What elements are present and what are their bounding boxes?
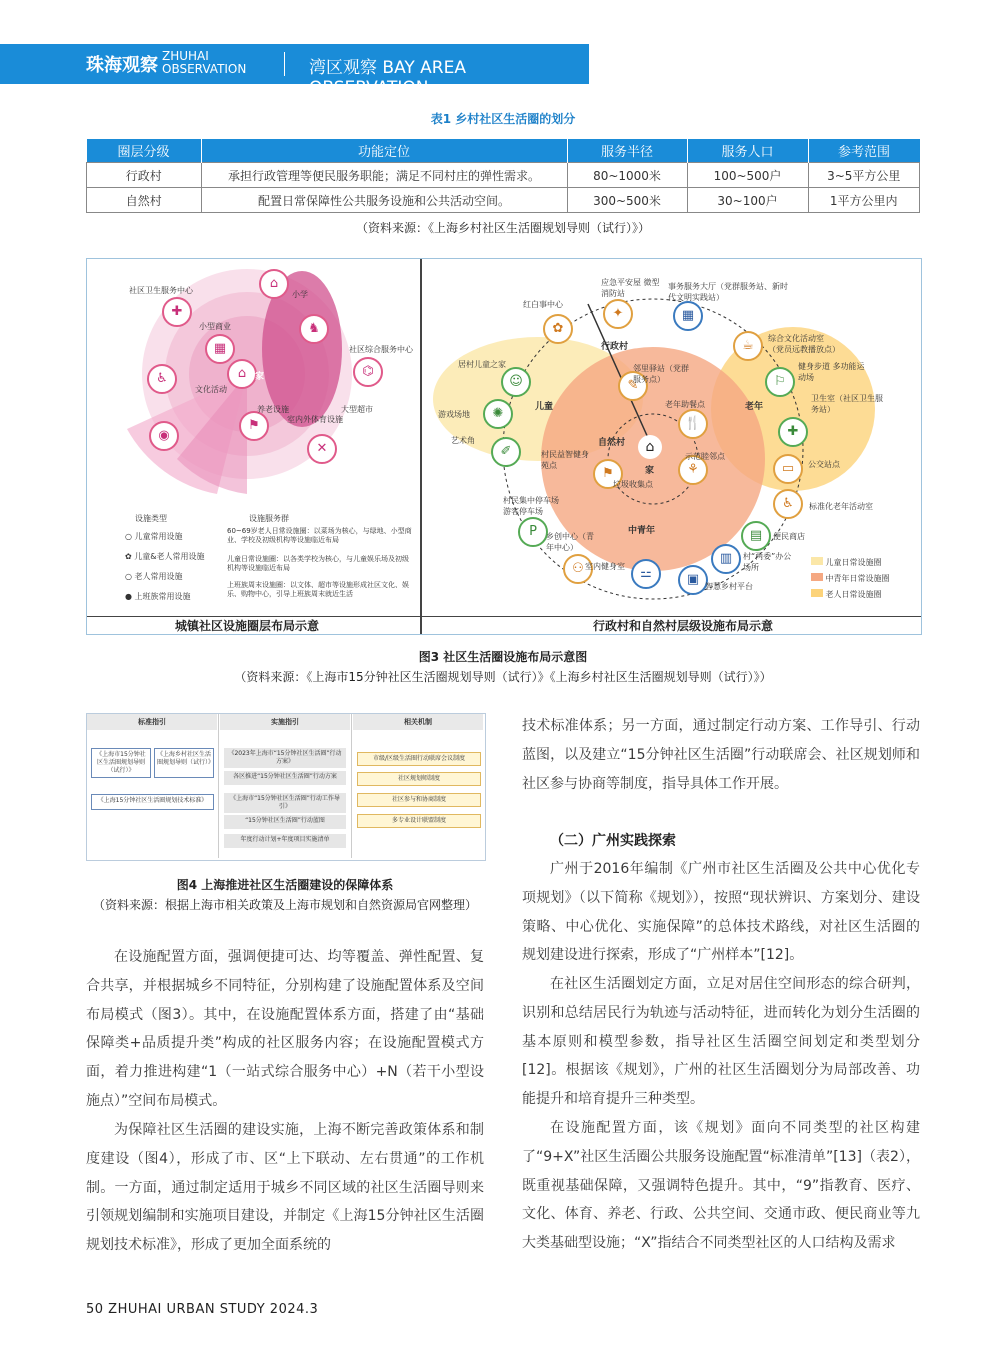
body-paragraph: 在社区生活圈划定方面，立足对居住空间形态的综合研判，识别和总结居民行为轨迹与活动特征，进而转化为划分生活圈的基本原则和模型参数，指导社区生活圈空间划定和类型划分[12]。根据该《规划》，广州的社区生活圈划分为局部改善、功能提升和培育提升三种类型。	[522, 976, 920, 1108]
table1-source: （资料来源：《上海乡村社区生活圈规划导则（试行）》）	[355, 221, 650, 235]
fitness-trail-icon: ⚐	[765, 367, 795, 397]
tennis-icon: ✕	[307, 434, 337, 464]
facility-label: 事务服务大厅（党群服务站、新时代文明实践站）	[668, 282, 788, 302]
fig4-box: “15分钟社区生活圈”行动蓝图	[224, 815, 346, 829]
village-office-icon: ▥	[711, 544, 741, 574]
facility-label: 垃圾收集点	[613, 480, 653, 489]
bus-stop-icon: ▭	[773, 454, 803, 484]
convenience-store-icon: ▤	[741, 521, 771, 551]
table-header: 圈层分级	[87, 139, 202, 163]
neighborhood-station-icon: ✎	[618, 371, 648, 401]
facility-label: 红白事中心	[523, 300, 563, 309]
culture-icon: ♞	[299, 314, 329, 344]
table-cell: 1平方公里内	[808, 188, 920, 213]
ring-label: 小学	[292, 290, 308, 299]
facility-label: 村民益智健身苑点	[541, 450, 589, 470]
fig4-box: 《上海市“15分钟社区生活圈”行动工作导引》	[224, 793, 346, 813]
fig4-box: 年度行动计划+年度项目实施清单	[224, 834, 346, 848]
table-cell: 承担行政管理等便民服务职能；满足不同村庄的弹性需求。	[201, 163, 567, 188]
fire-station-icon: ✦	[603, 299, 633, 329]
legend-item: 老人日常设施圈	[811, 589, 882, 600]
body-paragraph: 技术标准体系；另一方面，通过制定行动方案、工作导引、行动蓝图，以及建立“15分钟社区生活圈”行动联席会、社区规划师和社区参与协商等制度，指导具体工作开展。	[522, 718, 920, 792]
fig4-box: 《2023年上海市“15分钟社区生活圈”行动方案》	[224, 748, 346, 768]
art-corner-icon: ✐	[491, 437, 521, 467]
fig4-box: 《上海市15分钟社区生活圈规划导则（试行）》	[91, 748, 151, 778]
ring-label: 养老设施	[257, 405, 289, 414]
community-center-icon: ⌬	[353, 357, 383, 387]
figure-divider	[420, 259, 422, 634]
ring-label: 文化活动	[195, 385, 227, 394]
shop-icon: ▦	[205, 334, 235, 364]
table-cell: 行政村	[87, 163, 202, 188]
facility-label: 便民商店	[773, 532, 805, 541]
facility-label: 示范睦邻点	[685, 452, 725, 461]
facility-label: 艺术角	[451, 436, 475, 445]
table1	[86, 139, 920, 213]
elderly-meal-icon: 🍴	[678, 409, 708, 439]
magazine-name: 珠海观察	[86, 55, 158, 76]
section-title: 湾区观察 BAY AREA OBSERVATION	[309, 58, 466, 98]
table-header: 服务半径	[567, 139, 687, 163]
legend-item: ● 上班族常用设施	[125, 592, 191, 601]
table-cell: 80~1000米	[567, 163, 687, 188]
magazine-name-en: ZHUHAI OBSERVATION	[162, 49, 247, 76]
table-header-row	[87, 139, 920, 163]
clinic-icon: ✚	[778, 417, 808, 447]
elderly-icon: ♿	[147, 364, 177, 394]
facility-label: 室内健身室	[585, 562, 625, 571]
fig4-box: 社区规划师制度	[357, 772, 481, 786]
table-cell: 配置日常保障性公共服务设施和公共活动空间。	[201, 188, 567, 213]
figure4-title: 图4 上海推进社区生活圈建设的保障体系	[176, 878, 394, 892]
fig4-box: 各区推进“15分钟社区生活圈”行动方案	[224, 771, 346, 785]
home-label: 家	[645, 466, 655, 476]
indoor-gym-icon: ⚍	[631, 559, 661, 589]
facility-label: 邻里驿站（党群服务点）	[633, 364, 689, 384]
legend-item: ○ 儿童常用设施	[125, 532, 183, 541]
fig4-box: 多专业设计联盟制度	[357, 814, 481, 828]
culture-room-icon: ☕	[733, 331, 763, 361]
facility-label: 村民集中停车场 游客停车场	[503, 496, 559, 516]
table-cell: 100~500户	[687, 163, 808, 188]
facility-label: 综合文化活动室（党员远教播放点）	[768, 334, 840, 354]
table-header: 服务人口	[687, 139, 808, 163]
fig4-box: 市级/区级生活圈行动联席会议制度	[357, 752, 481, 766]
figure4-source: （资料来源：根据上海市相关政策及上海市规划和自然资源局官网整理）	[92, 898, 477, 912]
fig4-box: 《上海15分钟社区生活圈规划技术标准》	[91, 794, 214, 810]
sports-ball-icon: ◉	[149, 421, 179, 451]
table-header: 功能定位	[201, 139, 567, 163]
body-paragraph: 为保障社区生活圈的建设实施，上海不断完善政策体系和制度建设（图4），形成了市、区“上下联动、左右贯通”的工作机制。一方面，通过制定适用于城乡不同区域的社区生活圈导则来引领规划编制和实施项目建设，并制定《上海15分钟社区生活圈规划技术标准》，形成了更加全面系统的	[86, 1122, 484, 1254]
left-diagram-caption: 城镇社区设施圈层布局示意	[175, 619, 320, 633]
children-home-icon: ☺	[501, 367, 531, 397]
body-paragraph: 在设施配置方面，强调便捷可达、均等覆盖、弹性配置、复合共享，并根据城乡不同特征，分别构建了设施配置体系及空间布局模式（图3）。其中，在设施配置体系方面，搭建了由“基础保障类+品质提升类”构成的社区服务内容；在设施配置模式方面，着力推进构建“1（一站式综合服务中心）+N（若干小型设施点）”空间布局模式。	[86, 949, 484, 1109]
figure4	[86, 713, 486, 861]
legend-item: 中青年日常设施圈	[811, 573, 890, 584]
parking-icon: P	[518, 517, 548, 547]
facility-label: 老年助餐点	[665, 400, 705, 409]
facility-label: 智慧乡村平台	[705, 582, 753, 591]
ring-label: 社区综合服务中心	[349, 345, 413, 354]
right-diagram-caption: 行政村和自然村层级设施布局示意	[593, 619, 774, 633]
fitness-spot-icon: ⚑	[593, 459, 623, 489]
figure3-title: 图3 社区生活圈设施布局示意图	[418, 650, 588, 664]
legend-desc: 60~69岁老人日常设施圈：以菜场为核心，与绿地、小型商业、学校及初级机构等设施临近布局	[227, 527, 412, 544]
ring-label: 社区卫生服务中心	[129, 286, 193, 295]
admin-village-label: 行政村	[601, 342, 629, 352]
facility-label: 公交站点	[808, 460, 840, 469]
event-center-icon: ✿	[543, 314, 573, 344]
figure3	[86, 258, 922, 635]
fig4-box: 社区参与和协商制度	[357, 793, 481, 807]
page-footer: 50 ZHUHAI URBAN STUDY 2024.3	[86, 1302, 319, 1317]
table-cell: 30~100户	[687, 188, 808, 213]
facility-label: 标准化老年活动室	[809, 502, 873, 511]
medical-icon: ✚	[162, 297, 192, 327]
fig4-column-header: 实施指引	[220, 714, 350, 730]
legend-desc: 上班族周末设施圈：以文体、超市等设施形成社区文化、娱乐、购物中心，引导上班族周末就近生活	[227, 581, 409, 598]
legend-item: ✿ 儿童&老人常用设施	[125, 552, 205, 561]
home-label: 家	[255, 372, 265, 382]
table-cell: 自然村	[87, 188, 202, 213]
facility-label: 应急平安屋 微型消防站	[601, 278, 660, 298]
table-row	[87, 188, 920, 213]
fig4-box: 《上海乡村社区生活圈规划导则（试行）》	[154, 748, 214, 778]
legend-item: ○ 老人常用设施	[125, 572, 183, 581]
section-heading: （二）广州实践探索	[550, 833, 676, 849]
fig4-column-header: 标准指引	[87, 714, 217, 730]
playground-icon: ✺	[483, 399, 513, 429]
group-label: 中青年	[628, 526, 656, 536]
ring-label: 室内外体育设施	[287, 415, 343, 424]
rural-village-diagram	[423, 259, 921, 616]
table-cell: 3~5平方公里	[808, 163, 920, 188]
ring-label: 小型商业	[199, 322, 231, 331]
facility-label: 游戏场地	[438, 410, 470, 419]
facility-label: 乡创中心（青年中心）	[546, 532, 594, 552]
facility-label: 村“两委”办公场所	[743, 552, 792, 572]
ring-label: 大型超市	[341, 405, 373, 414]
facility-label: 健身步道 多功能运动场	[798, 362, 865, 382]
service-hall-icon: ▦	[673, 301, 703, 331]
body-paragraph: 广州于2016年编制《广州市社区生活圈及公共中心优化专项规划》（以下简称《规划》），按照“现状辨识、方案划分、建设策略、中心优化、实施保障”的总体技术路线，对社区生活圈的规划建设进行探索，形成了“广州样本”[12]。	[522, 861, 920, 964]
group-label: 老年	[745, 402, 764, 412]
elderly-activity-icon: ♿	[773, 489, 803, 519]
facility-label: 卫生室（社区卫生服务站）	[811, 394, 883, 414]
home-icon: ⌂	[638, 435, 662, 459]
home-icon: ⌂	[227, 359, 257, 389]
legend-desc: 儿童日常设施圈：以各类学校为核心，与儿童娱乐场及初级机构等设施临近布局	[227, 555, 409, 572]
youth-center-icon: ⚇	[563, 554, 593, 584]
group-label: 儿童	[535, 402, 554, 412]
urban-community-diagram	[87, 259, 419, 616]
school-icon: ⌂	[259, 269, 289, 299]
neighborhood-demo-icon: ⚘	[678, 455, 708, 485]
legend-item: 儿童日常设施圈	[811, 557, 882, 568]
fig4-column-header: 相关机制	[353, 714, 483, 730]
figure3-source: （资料来源：《上海市15分钟社区生活圈规划导则（试行）》《上海乡村社区生活圈规划导则（试行）》）	[234, 670, 772, 684]
table-header: 参考范围	[808, 139, 920, 163]
village-label: 自然村	[598, 438, 626, 448]
legend-title: 设施类型	[135, 514, 167, 523]
facility-label: 居村儿童之家	[458, 360, 506, 369]
table-row	[87, 163, 920, 188]
body-paragraph: 在设施配置方面，该《规划》面向不同类型的社区构建了“9+X”社区生活圈公共服务设施配置“标准清单”[13]（表2），既重视基础保障，又强调特色提升。其中，“9”指教育、医疗、文化、体育、养老、行政、公共空间、交通市政、便民商业等九大类基础型设施；“X”指结合不同类型社区的人口结构及需求	[522, 1120, 920, 1252]
header-divider	[284, 52, 285, 76]
smart-platform-icon: ▣	[678, 565, 708, 595]
legend-title: 设施服务群	[249, 514, 289, 523]
magazine-header	[0, 44, 589, 98]
table1-title: 表1 乡村社区生活圈的划分	[430, 112, 576, 126]
fitness-icon: ⚑	[239, 411, 269, 441]
table-cell: 300~500米	[567, 188, 687, 213]
